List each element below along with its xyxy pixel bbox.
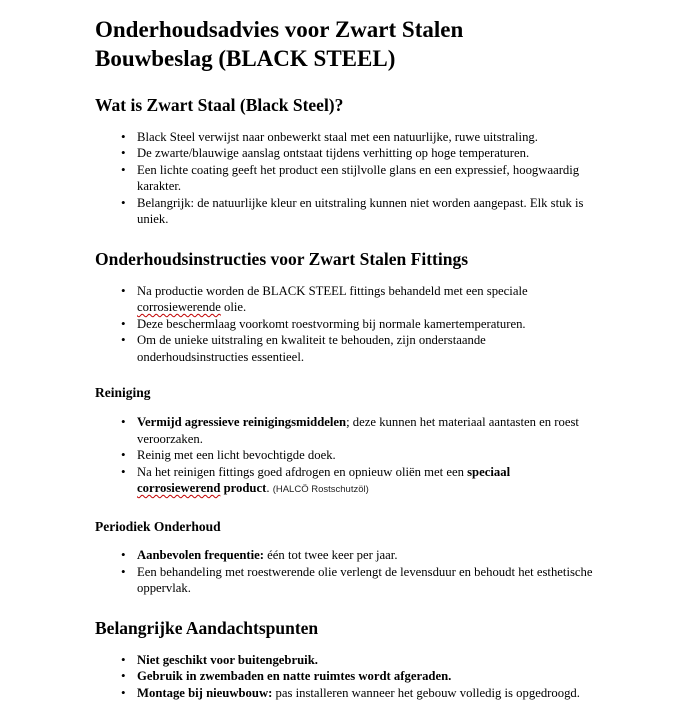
- text-run: Vermijd agressieve reinigingsmiddelen: [137, 415, 347, 430]
- bullet-list-periodiek-onderhoud: [95, 547, 594, 597]
- section-heading-wat-is-zwart-staal: Wat is Zwart Staal (Black Steel)?: [95, 94, 344, 115]
- sections: [95, 95, 594, 701]
- text-run: Niet geschikt voor buitengebruik.: [137, 652, 318, 667]
- bullet-item: [137, 195, 594, 228]
- bullet-item: [137, 564, 594, 597]
- section-heading-periodiek-onderhoud: Periodiek Onderhoud: [95, 518, 221, 534]
- text-run: Deze beschermlaag voorkomt roestvorming bij normale kamertemperaturen.: [137, 316, 526, 331]
- text-run: pas installeren wanneer het gebouw volledig is opgedroogd.: [272, 685, 580, 700]
- text-run: Belangrijk: de natuurlijke kleur en uitstraling kunnen niet worden aangepast. Elk stuk is uniek.: [137, 195, 584, 227]
- bullet-item: [137, 316, 594, 333]
- bullet-item: [137, 685, 594, 701]
- text-run: De zwarte/blauwige aanslag ontstaat tijdens verhitting op hoge temperaturen.: [137, 146, 530, 161]
- text-run: Een behandeling met roestwerende olie verlengt de levensduur en behoudt het esthetische oppervlak.: [137, 564, 593, 596]
- bullet-item: [137, 145, 594, 162]
- text-run: Montage bij nieuwbouw:: [137, 685, 273, 700]
- bullet-list-wat-is-zwart-staal: [95, 129, 594, 228]
- text-run: ; deze kunnen het materiaal aantasten en roest veroorzaken.: [137, 415, 579, 446]
- misspelled-word: corrosiewerende: [137, 300, 221, 315]
- annotation-note: (HALCÖ Rostschutzöl): [272, 484, 369, 496]
- bullet-item: [137, 129, 594, 146]
- section-heading-onderhoudsinstructies: Onderhoudsinstructies voor Zwart Stalen Fittings: [95, 248, 469, 269]
- text-run: Om de unieke uitstraling en kwaliteit te behouden, zijn onderstaande onderhoudsinstructies essentieel.: [137, 333, 486, 364]
- bullet-item: [137, 668, 594, 685]
- text-run: Reinig met een licht bevochtigde doek.: [137, 448, 336, 463]
- bullet-item: [137, 447, 594, 464]
- bullet-list-reiniging: [95, 414, 594, 499]
- bullet-item: [137, 652, 594, 669]
- bullet-item: [137, 547, 594, 564]
- document-title: Onderhoudsadvies voor Zwart Stalen Bouwbeslag (BLACK STEEL): [95, 17, 464, 71]
- text-run: Na productie worden de BLACK STEEL fittings behandeld met een speciale: [137, 283, 528, 298]
- text-run: .: [266, 481, 273, 496]
- bullet-item: [137, 283, 594, 316]
- section-heading-reiniging: Reiniging: [95, 385, 151, 401]
- text-run: speciaal: [467, 464, 511, 479]
- text-run: olie.: [220, 300, 247, 315]
- bullet-list-belangrijke-aandachtspunten: [95, 652, 594, 701]
- bullet-item: [137, 162, 594, 195]
- text-run: Na het reinigen fittings goed afdrogen en opnieuw oliën met een: [137, 464, 468, 479]
- bullet-item: [137, 332, 594, 365]
- text-run: product: [220, 481, 267, 496]
- text-run: Gebruik in zwembaden en natte ruimtes wordt afgeraden.: [137, 669, 452, 684]
- section-heading-belangrijke-aandachtspunten: Belangrijke Aandachtspunten: [95, 617, 319, 638]
- text-run: Een lichte coating geeft het product een stijlvolle glans en een expressief, hoogwaardig karakter.: [137, 162, 580, 194]
- bullet-item: [137, 464, 594, 499]
- bullet-list-onderhoudsinstructies: [95, 283, 594, 366]
- misspelled-word: corrosiewerend: [137, 481, 221, 496]
- text-run: Black Steel verwijst naar onbewerkt staal met een natuurlijke, ruwe uitstraling.: [137, 129, 538, 144]
- text-run: Aanbevolen frequentie:: [137, 548, 264, 563]
- text-run: één tot twee keer per jaar.: [264, 548, 398, 563]
- bullet-item: [137, 414, 594, 447]
